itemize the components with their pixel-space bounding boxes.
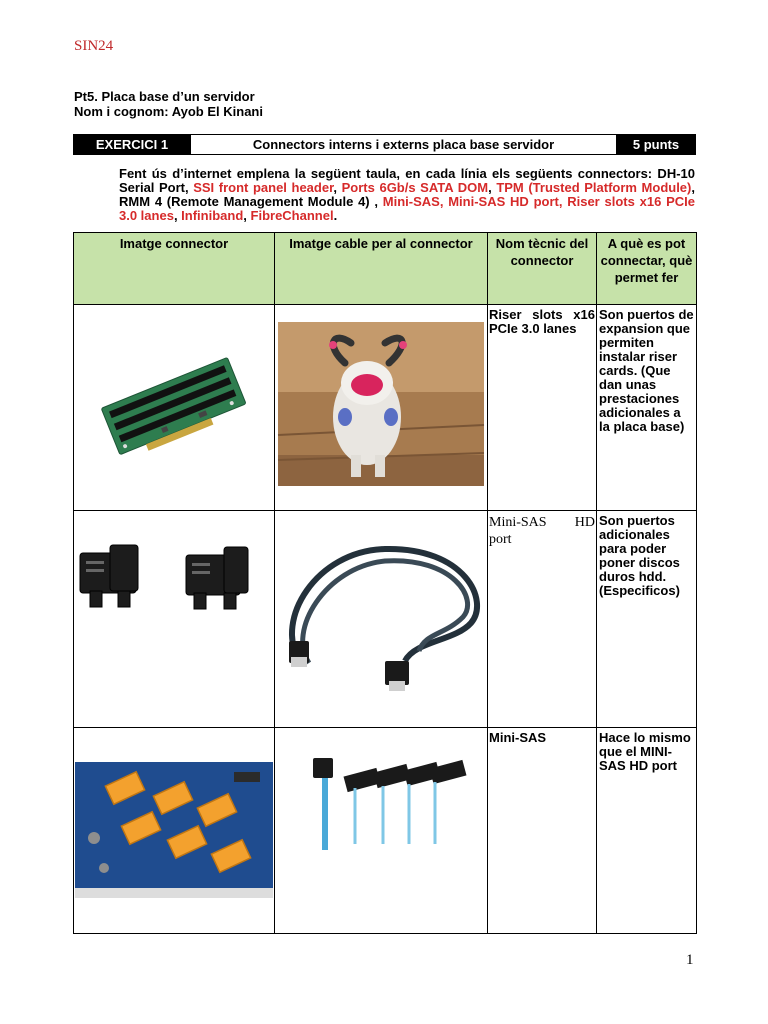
- intro-mid: , RMM 4 (Remote Management Module 4) ,: [119, 180, 695, 209]
- connector-image-cell: [74, 728, 275, 934]
- page-number: 1: [686, 952, 694, 968]
- technical-name: Mini-SAS: [488, 728, 597, 934]
- intro-item-fibrechannel: FibreChannel: [250, 208, 334, 223]
- practice-title: Pt5. Placa base d’un servidor: [74, 89, 255, 104]
- intro-sep: ,: [173, 208, 182, 223]
- document-code: SIN24: [74, 38, 114, 54]
- intro-item-infiniband: Infiniband: [181, 208, 244, 223]
- cable-image-cell: [275, 728, 488, 934]
- cable-image-cell: [275, 511, 488, 728]
- intro-item-tpm: TPM (Trusted Platform Module): [496, 180, 692, 195]
- title-block: [74, 89, 263, 119]
- intro-sep: ,: [488, 180, 497, 195]
- connector-image-cell: [74, 511, 275, 728]
- intro-item-ssi: SSI front panel header: [193, 180, 334, 195]
- usage-description: Son puertos adicionales para poder poner discos duros hdd. (Especificos): [597, 511, 697, 728]
- mini-sas-fanout-cable-image: [275, 728, 487, 932]
- header-connector-image: Imatge connector: [74, 233, 275, 305]
- table-row: [74, 305, 697, 511]
- technical-name: Mini-SAS HD port: [488, 511, 597, 728]
- intro-paragraph: [119, 167, 695, 223]
- exercise-bar: [73, 134, 696, 155]
- usage-description: Hace lo mismo que el MINI-SAS HD port: [597, 728, 697, 934]
- header-cable-image: Imatge cable per al connector: [275, 233, 488, 305]
- cable-image-cell: [275, 305, 488, 511]
- intro-sep: ,: [243, 208, 251, 223]
- table-header-row: [74, 233, 697, 305]
- exercise-points: 5 punts: [617, 135, 695, 154]
- student-name: Nom i cognom: Ayob El Kinani: [74, 104, 263, 119]
- technical-name: Riser slots x16 PCIe 3.0 lanes: [488, 305, 597, 511]
- mini-sas-hd-cable-image: [275, 511, 487, 726]
- mini-sas-hd-connector-image: [74, 511, 274, 726]
- exercise-label: EXERCICI 1: [74, 135, 190, 154]
- riser-card-image: [74, 305, 274, 509]
- header-technical-name: Nom tècnic del connector: [488, 233, 597, 305]
- table-row: [74, 511, 697, 728]
- intro-item-minisas: Mini-SAS, Mini-SAS HD port, Riser slots x16 PCIe 3.0 lanes: [119, 194, 695, 223]
- placeholder-creature-image: [275, 305, 487, 509]
- exercise-topic: Connectors interns i externs placa base servidor: [190, 135, 617, 154]
- intro-lead: Fent ús d’internet emplena la següent taula, en cada línia els següents connectors: DH-10 Serial Port,: [119, 166, 695, 195]
- intro-item-sata: Ports 6Gb/s SATA DOM: [341, 180, 489, 195]
- connector-image-cell: [74, 305, 275, 511]
- usage-description: Son puertos de expansion que permiten instalar riser cards. (Que dan unas prestaciones adicionales a la placa base): [597, 305, 697, 511]
- intro-end: .: [333, 208, 338, 223]
- sata-ports-motherboard-image: [74, 728, 274, 932]
- intro-sep: ,: [333, 180, 342, 195]
- table-row: [74, 728, 697, 934]
- connectors-table: [73, 232, 697, 934]
- header-usage: A què es pot connectar, què permet fer: [597, 233, 697, 305]
